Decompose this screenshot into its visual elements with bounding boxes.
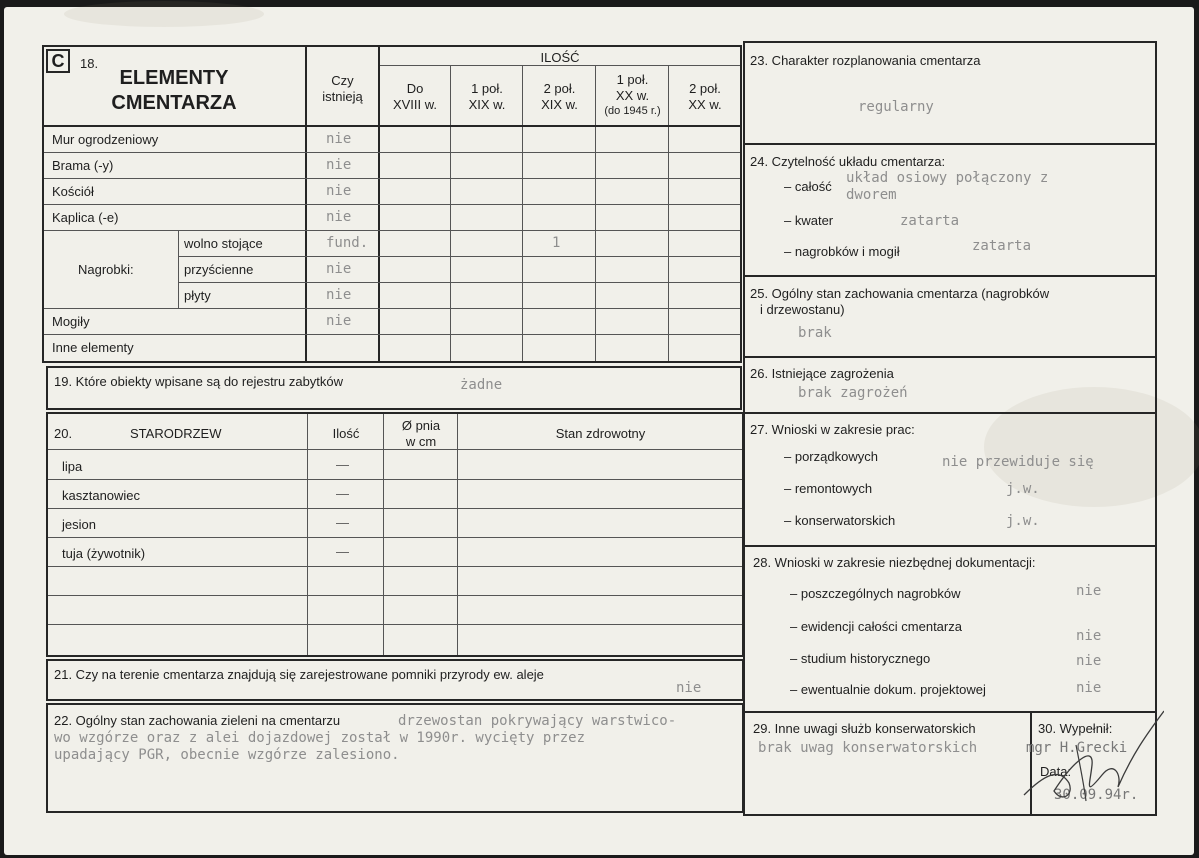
col-header: 1 poł. <box>471 81 503 96</box>
section-rule <box>745 412 1155 414</box>
q20-col-diam: Ø pnia <box>401 418 441 433</box>
section-rule <box>745 545 1155 547</box>
q28-item-answer: nie <box>1076 628 1102 644</box>
tree-name: tuja (żywotnik) <box>62 546 146 561</box>
table-divider <box>178 231 179 309</box>
q27-renov-answer: j.w. <box>1006 481 1040 497</box>
row-label: Inne elementy <box>52 340 134 355</box>
table-rule <box>44 334 740 335</box>
row-label: przyścienne <box>184 262 254 277</box>
col-header: 2 poł. <box>689 81 721 96</box>
q28-label: 28. Wnioski w zakresie niezbędnej dokumentacji: <box>753 555 1036 570</box>
q22-answer: drzewostan pokrywający warstwico- <box>398 713 677 729</box>
section-letter: C <box>46 49 70 73</box>
tree-count: — <box>336 457 349 472</box>
q21-answer: nie <box>676 680 702 696</box>
row-label: Mogiły <box>52 314 90 329</box>
row-label: wolno stojące <box>184 236 263 251</box>
q25-answer: brak <box>798 325 832 341</box>
tree-count: — <box>336 515 349 530</box>
q30-label: 30. Wypełnił: <box>1038 721 1113 736</box>
q30-date: 30.09.94r. <box>1054 787 1139 803</box>
q24-label: 24. Czytelność układu cmentarza: <box>750 154 946 169</box>
nagrobki-label: Nagrobki: <box>78 262 134 277</box>
col-header: XX w. <box>615 88 650 103</box>
table-rule <box>44 204 740 205</box>
q21-label: 21. Czy na terenie cmentarza znajdują się zarejestrowane pomniki przyrody ew. aleje <box>54 667 544 682</box>
section-title-line1: ELEMENTY <box>119 67 229 89</box>
q23-answer: regularny <box>858 99 934 115</box>
tree-name: kasztanowiec <box>62 488 141 503</box>
q22-answer: wo wzgórze oraz z alei dojazdowej został w 1990r. wycięty przez <box>54 730 586 746</box>
section-rule <box>745 275 1155 277</box>
exists-value: nie <box>326 209 352 225</box>
paper-stain <box>64 1 264 27</box>
col-exists-header: Czy <box>331 73 354 88</box>
q30-name: mgr H.Grecki <box>1026 740 1128 756</box>
survey-card <box>4 7 1194 855</box>
table-divider <box>307 414 308 655</box>
col-header: (do 1945 r.) <box>604 105 661 117</box>
q28-item-answer: nie <box>1076 583 1102 599</box>
q20-col-count: Ilość <box>332 426 360 441</box>
q20-number: 20. <box>54 426 73 441</box>
tree-name: lipa <box>62 459 83 474</box>
q27-label: 27. Wnioski w zakresie prac: <box>750 422 915 437</box>
table-rule <box>178 282 740 283</box>
exists-value: fund. <box>326 235 369 251</box>
table-rule <box>48 566 742 567</box>
table-rule <box>48 624 742 625</box>
col-header: 2 poł. <box>543 81 576 96</box>
q28-item-answer: nie <box>1076 653 1102 669</box>
section-title-line2: CMENTARZA <box>111 92 237 114</box>
q30-date-label: Data: <box>1040 764 1072 779</box>
count-value: 1 <box>552 235 561 251</box>
exists-value: nie <box>326 313 352 329</box>
q28-item-label: – poszczególnych nagrobków <box>790 586 961 601</box>
q29-label: 29. Inne uwagi służb konserwatorskich <box>753 721 976 736</box>
tree-count: — <box>336 486 349 501</box>
q24-whole-label: – całość <box>784 179 832 194</box>
col-header: XIX w. <box>468 97 506 112</box>
q20-title: STARODRZEW <box>130 426 222 441</box>
q24-quarters-answer: zatarta <box>900 213 960 229</box>
q27-conserv-answer: j.w. <box>1006 513 1040 529</box>
q23-label: 23. Charakter rozplanowania cmentarza <box>750 53 981 68</box>
table-rule <box>44 308 740 309</box>
q22-label: 22. Ogólny stan zachowania zieleni na cmentarzu <box>54 713 341 728</box>
q24-quarters-label: – kwater <box>784 213 834 228</box>
q28-item-label: – ewentualnie dokum. projektowej <box>790 682 986 697</box>
q25-label: 25. Ogólny stan zachowania cmentarza (nagrobków <box>750 286 1050 301</box>
table-divider <box>383 414 384 655</box>
table-rule <box>178 256 740 257</box>
q26-answer: brak zagrożeń <box>798 385 908 401</box>
col-header: Do <box>406 81 424 96</box>
table-divider <box>457 414 458 655</box>
q28-item-answer: nie <box>1076 680 1102 696</box>
q19-label: 19. Które obiekty wpisane są do rejestru zabytków <box>54 374 344 389</box>
table-rule <box>48 479 742 480</box>
exists-value: nie <box>326 261 352 277</box>
q28-item-label: – ewidencji całości cmentarza <box>790 619 962 634</box>
q20-col-diam: w cm <box>405 434 437 449</box>
tree-count: — <box>336 544 349 559</box>
row-label: Kościół <box>52 184 94 199</box>
section-rule <box>745 356 1155 358</box>
ilosc-header: ILOŚĆ <box>540 50 580 65</box>
q27-order-label: – porządkowych <box>784 449 878 464</box>
table-rule <box>48 508 742 509</box>
exists-value: nie <box>326 157 352 173</box>
exists-value: nie <box>326 183 352 199</box>
table-rule <box>48 537 742 538</box>
row-label: Kaplica (-e) <box>52 210 119 225</box>
exists-value: nie <box>326 131 352 147</box>
col-header: 1 poł. <box>616 72 649 87</box>
table-rule <box>48 595 742 596</box>
q22-answer: upadający PGR, obecnie wzgórze zalesiono. <box>54 747 400 763</box>
q27-order-answer: nie przewiduje się <box>942 454 1094 470</box>
col-header: XIX w. <box>541 97 578 112</box>
q24-whole-answer: dworem <box>846 187 897 203</box>
table-divider <box>668 65 669 361</box>
table-rule <box>380 65 740 66</box>
q19-answer: żadne <box>460 377 503 393</box>
col-header: XVIII w. <box>392 97 438 112</box>
table-rule <box>44 152 740 153</box>
row-label: płyty <box>184 288 211 303</box>
col-exists-header: istnieją <box>322 89 363 104</box>
table-rule <box>48 449 742 450</box>
q29-answer: brak uwag konserwatorskich <box>758 740 978 756</box>
table-rule <box>44 230 740 231</box>
section-rule <box>745 143 1155 145</box>
q26-label: 26. Istniejące zagrożenia <box>750 366 894 381</box>
table-divider <box>522 65 523 361</box>
q28-item-label: – studium historycznego <box>790 651 931 666</box>
q27-renov-label: – remontowych <box>784 481 873 496</box>
q27-conserv-label: – konserwatorskich <box>784 513 896 528</box>
tree-name: jesion <box>62 517 96 532</box>
q24-whole-answer: układ osiowy połączony z <box>846 170 1049 186</box>
table-rule <box>44 125 740 127</box>
table-divider <box>450 65 451 361</box>
signature <box>1014 705 1164 809</box>
row-label: Brama (-y) <box>52 158 114 173</box>
section-number: 18. <box>80 56 99 71</box>
q24-graves-answer: zatarta <box>972 238 1032 254</box>
table-rule <box>44 178 740 179</box>
table-divider <box>595 65 596 361</box>
q24-graves-label: – nagrobków i mogił <box>784 244 900 259</box>
q25-label: i drzewostanu) <box>760 302 845 317</box>
exists-value: nie <box>326 287 352 303</box>
q20-col-health: Stan zdrowotny <box>555 426 646 441</box>
col-header: XX w. <box>688 97 722 112</box>
row-label: Mur ogrodzeniowy <box>52 132 159 147</box>
